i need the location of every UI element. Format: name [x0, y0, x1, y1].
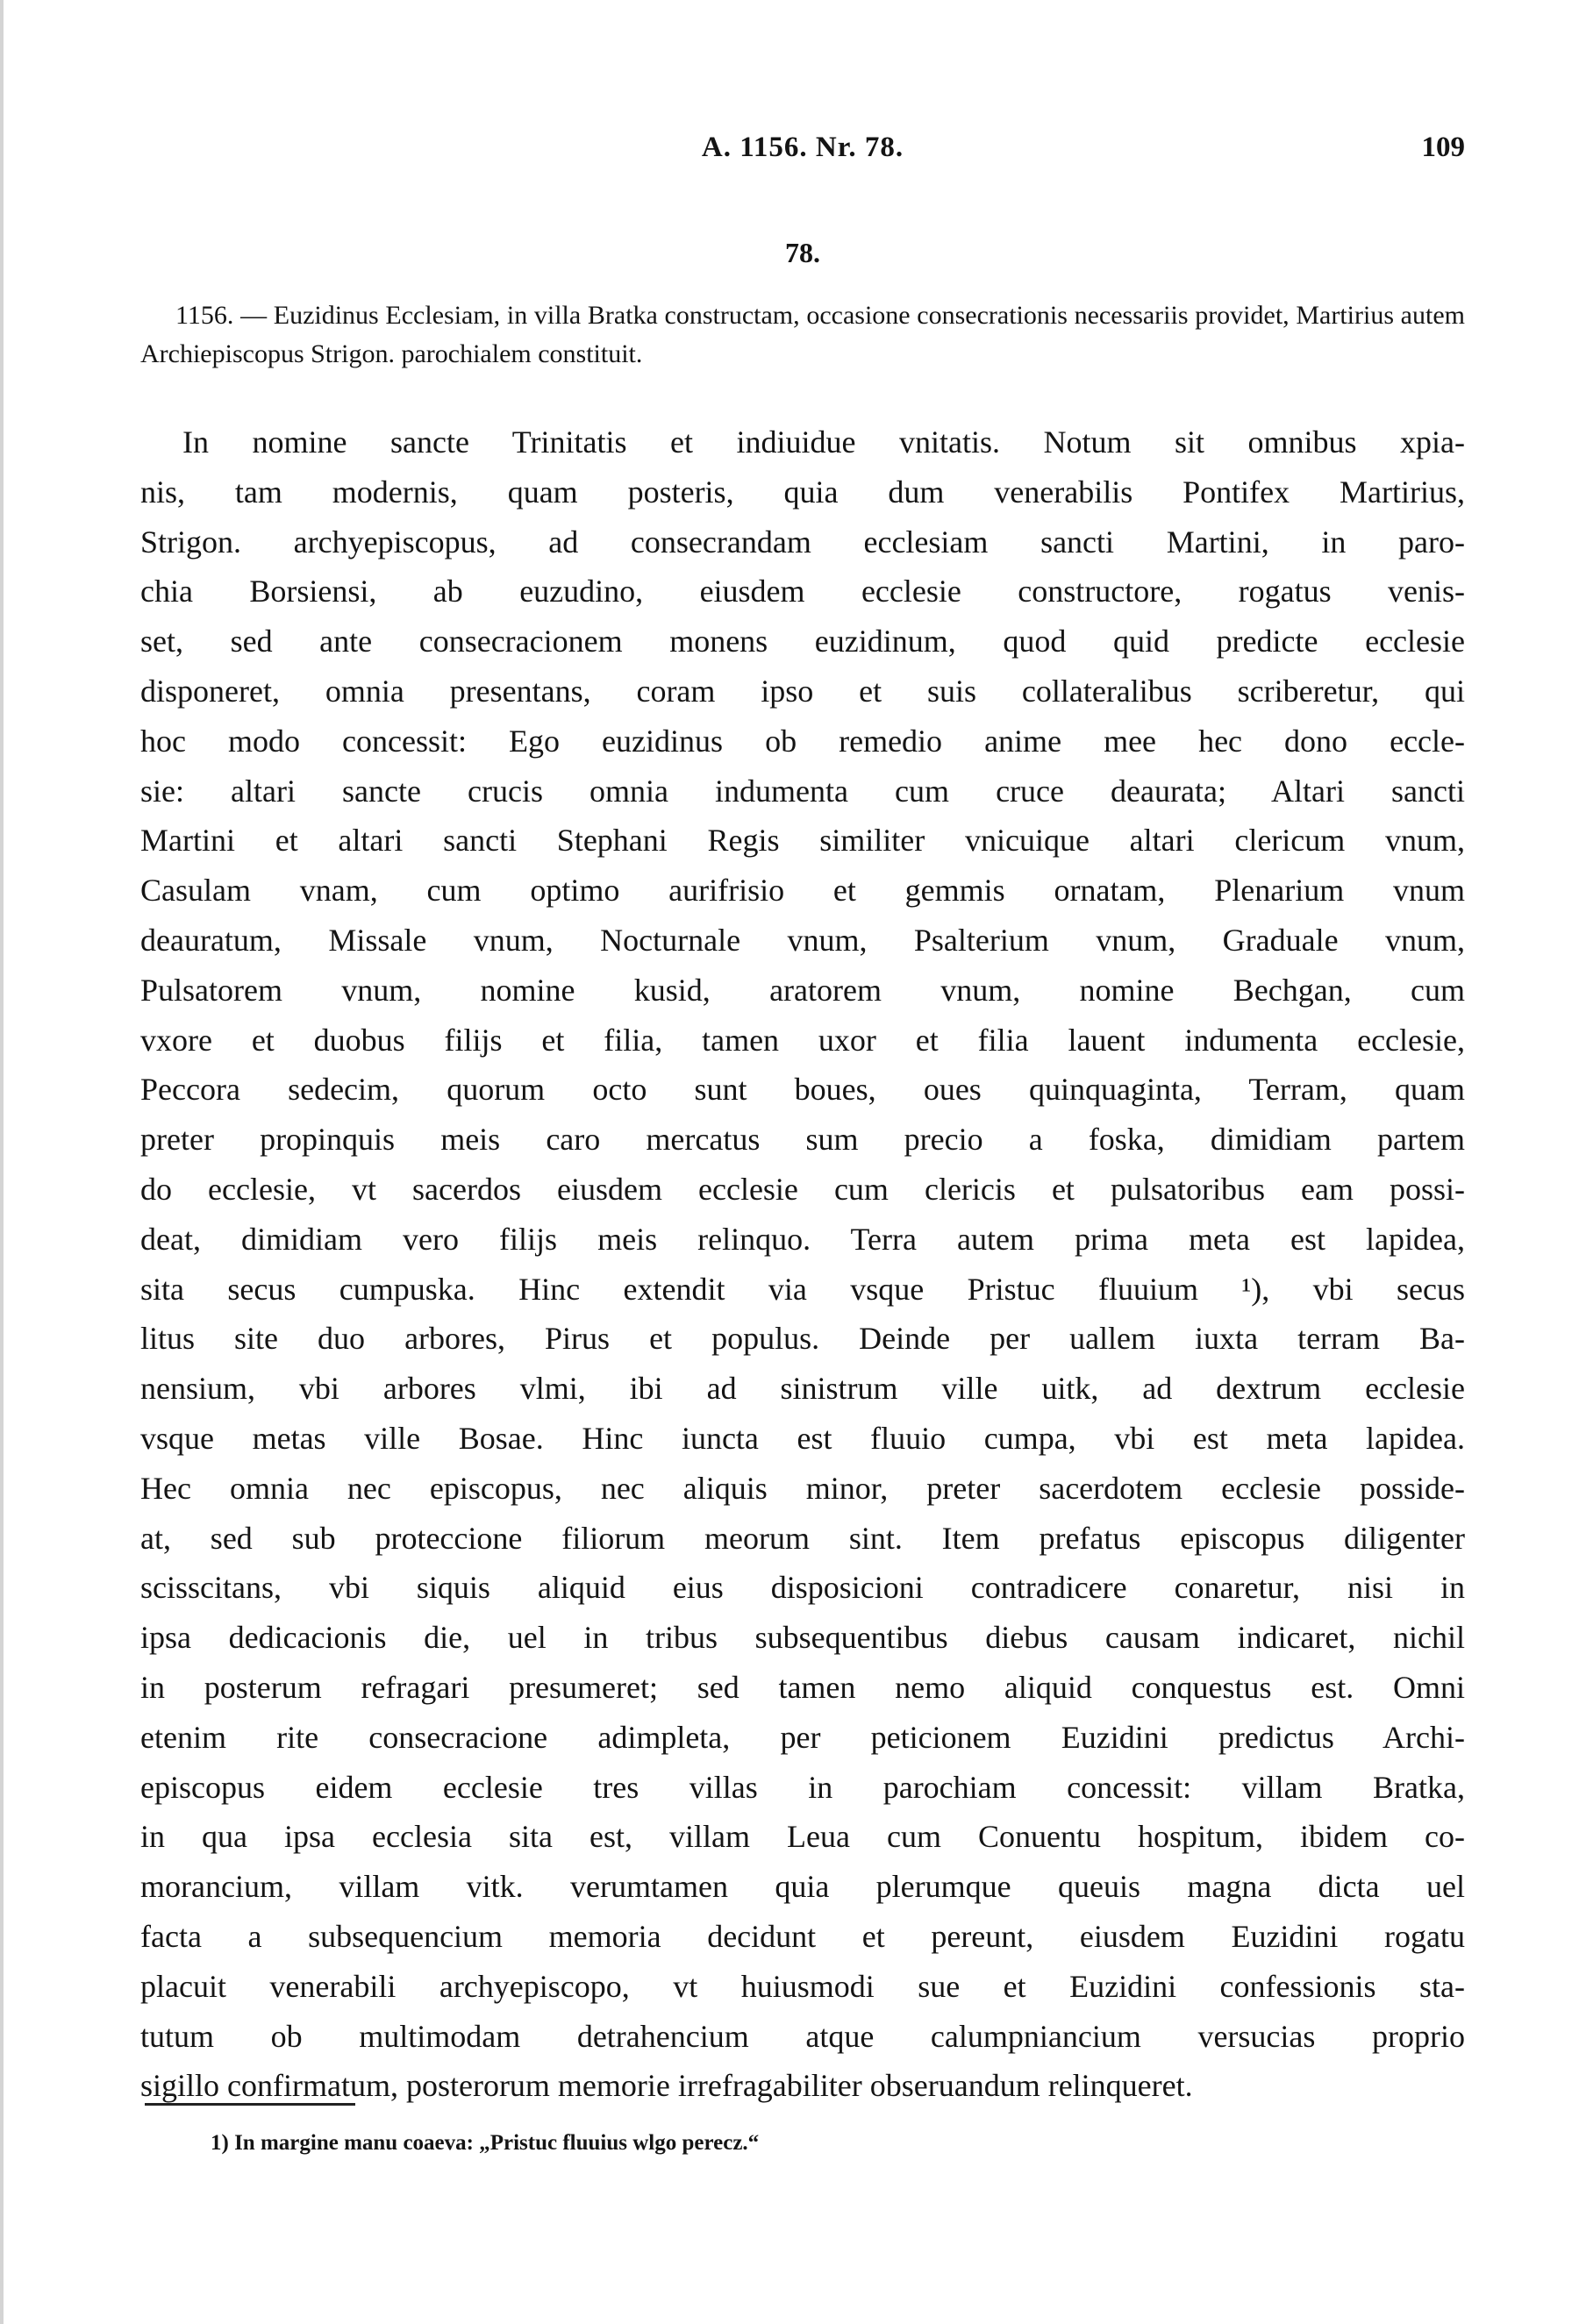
charter-line: facta a subsequencium memoria decidunt et pereunt, eiusdem Euzidini rogatu: [140, 1918, 1465, 1954]
charter-line: Peccora sedecim, quorum octo sunt boues, oues quinquaginta, Terram, quam: [140, 1072, 1465, 1108]
charter-line: at, sed sub proteccione filiorum meorum sint. Item prefatus episcopus diligenter: [140, 1520, 1465, 1556]
charter-line: nensium, vbi arbores vlmi, ibi ad sinistrum ville uitk, ad dextrum ecclesie: [140, 1371, 1465, 1407]
charter-line: deauratum, Missale vnum, Nocturnale vnum, Psalterium vnum, Graduale vnum,: [140, 922, 1465, 958]
running-header: [140, 132, 1465, 175]
charter-line: scisscitans, vbi siquis aliquid eius disposicioni contradicere conaretur, nisi in: [140, 1570, 1465, 1606]
charter-line: vxore et duobus filijs et filia, tamen uxor et filia lauent indumenta ecclesie,: [140, 1022, 1465, 1058]
charter-text: [140, 417, 1465, 2111]
charter-line: preter propinquis meis caro mercatus sum precio a foska, dimidiam partem: [140, 1122, 1465, 1158]
charter-line: In nomine sancte Trinitatis et indiuidue vnitatis. Notum sit omnibus xpia-: [182, 424, 1465, 460]
charter-line: hoc modo concessit: Ego euzidinus ob remedio anime mee hec dono eccle-: [140, 723, 1465, 759]
charter-line: disponeret, omnia presentans, coram ipso et suis collateralibus scriberetur, qui: [140, 673, 1465, 709]
charter-line: placuit venerabili archyepiscopo, vt huiusmodi sue et Euzidini confessionis sta-: [140, 1968, 1465, 2004]
document-regest: 1156. — Euzidinus Ecclesiam, in villa Bratka constructam, occasione consecrationis necessariis providet, Martirius autem Archiepiscopus Strigon. parochialem constituit.: [140, 301, 1465, 368]
footnote: 1) In margine manu coaeva: „Pristuc fluuius wlgo perecz.“: [211, 2131, 760, 2155]
charter-line: etenim rite consecracione adimpleta, per peticionem Euzidini predictus Archi-: [140, 1719, 1465, 1755]
charter-line: Pulsatorem vnum, nomine kusid, aratorem vnum, nomine Bechgan, cum: [140, 972, 1465, 1008]
charter-line: in qua ipsa ecclesia sita est, villam Leua cum Conuentu hospitum, ibidem co-: [140, 1819, 1465, 1855]
charter-line: do ecclesie, vt sacerdos eiusdem ecclesie cum clericis et pulsatoribus eam possi-: [140, 1171, 1465, 1207]
charter-line: Hec omnia nec episcopus, nec aliquis minor, preter sacerdotem ecclesie posside-: [140, 1470, 1465, 1506]
charter-line: morancium, villam vitk. verumtamen quia plerumque queuis magna dicta uel: [140, 1869, 1465, 1905]
footnote-rule: [145, 2103, 355, 2106]
charter-line: vsque metas ville Bosae. Hinc iuncta est fluuio cumpa, vbi est meta lapidea.: [140, 1420, 1465, 1456]
charter-line: deat, dimidiam vero filijs meis relinquo. Terra autem prima meta est lapidea,: [140, 1221, 1465, 1257]
charter-line: chia Borsiensi, ab euzudino, eiusdem ecclesie constructore, rogatus venis-: [140, 574, 1465, 610]
document-number: 78.: [785, 237, 820, 268]
charter-line: litus site duo arbores, Pirus et populus. Deinde per uallem iuxta terram Ba-: [140, 1321, 1465, 1357]
charter-line: ipsa dedicacionis die, uel in tribus subsequentibus diebus causam indicaret, nichil: [140, 1620, 1465, 1656]
charter-line: Strigon. archyepiscopus, ad consecrandam ecclesiam sancti Martini, in paro-: [140, 524, 1465, 560]
running-title: A. 1156. Nr. 78.: [701, 132, 904, 163]
page-edge: [0, 0, 4, 2324]
page-number: 109: [1421, 132, 1465, 163]
charter-line: in posterum refragari presumeret; sed tamen nemo aliquid conquestus est. Omni: [140, 1669, 1465, 1705]
charter-line: nis, tam modernis, quam posteris, quia dum venerabilis Pontifex Martirius,: [140, 474, 1465, 510]
charter-line: tutum ob multimodam detrahencium atque calumpniancium versucias proprio: [140, 2018, 1465, 2054]
charter-line: Martini et altari sancti Stephani Regis similiter vnicuique altari clericum vnum,: [140, 823, 1465, 859]
charter-line: sita secus cumpuska. Hinc extendit via vsque Pristuc fluuium ¹), vbi secus: [140, 1271, 1465, 1307]
charter-line: sie: altari sancte crucis omnia indumenta cum cruce deaurata; Altari sancti: [140, 773, 1465, 809]
charter-line: episcopus eidem ecclesie tres villas in parochiam concessit: villam Bratka,: [140, 1769, 1465, 1805]
charter-line: sigillo confirmatum, posterorum memorie irrefragabiliter obseruandum relinqueret.: [140, 2068, 1193, 2104]
charter-line: set, sed ante consecracionem monens euzidinum, quod quid predicte ecclesie: [140, 624, 1465, 659]
charter-line: Casulam vnam, cum optimo aurifrisio et gemmis ornatam, Plenarium vnum: [140, 873, 1465, 909]
